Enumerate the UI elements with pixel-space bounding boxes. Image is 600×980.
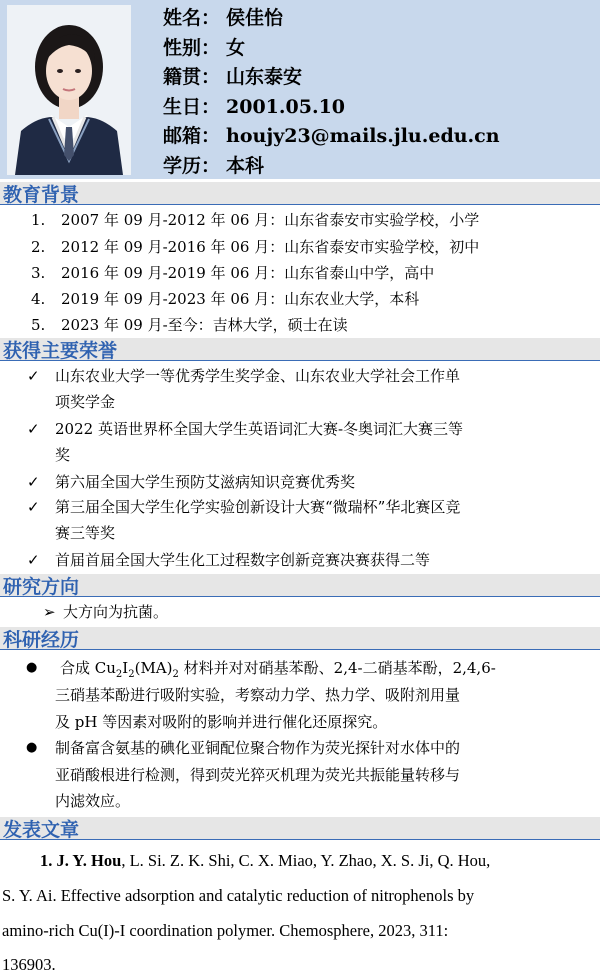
check-icon: ✓ bbox=[27, 498, 40, 516]
birthday-row bbox=[163, 93, 500, 123]
education-section-header bbox=[0, 182, 600, 205]
profile-info bbox=[163, 4, 500, 181]
arrow-bullet-icon: ➢ bbox=[43, 603, 56, 621]
research-direction-title: 研究方向 bbox=[3, 576, 80, 598]
gender-value: 女 bbox=[226, 36, 246, 59]
hometown-row bbox=[163, 63, 500, 93]
profile-photo bbox=[7, 5, 131, 175]
formula-sub: 2 bbox=[128, 669, 135, 680]
research-item-line: 内滤效应。 bbox=[55, 792, 131, 810]
birthday-value: 2001.05.10 bbox=[226, 95, 346, 118]
publication-authors: , L. Si. Z. K. Shi, C. X. Miao, Y. Zhao, X. S. Ji, Q. Hou, bbox=[121, 851, 491, 870]
name-row bbox=[163, 4, 500, 34]
formula-part: 合成 Cu bbox=[60, 659, 116, 677]
degree-row bbox=[163, 152, 500, 182]
honor-item: 2022 英语世界杯全国大学生英语词汇大赛-冬奥词汇大赛三等 bbox=[55, 420, 464, 438]
research-item-line: 亚硝酸根进行检测，得到荧光猝灭机理为荧光共振能量转移与 bbox=[55, 766, 461, 784]
publication-line: S. Y. Ai. Effective adsorption and catalytic reduction of nitrophenols by bbox=[2, 886, 475, 905]
publication-line bbox=[40, 846, 490, 876]
profile-header bbox=[0, 0, 600, 179]
honor-item: 山东农业大学一等优秀学生奖学金、山东农业大学社会工作单 bbox=[55, 367, 461, 385]
degree-value: 本科 bbox=[226, 154, 265, 177]
education-title: 教育背景 bbox=[3, 184, 80, 206]
email-row bbox=[163, 122, 500, 152]
honors-title: 获得主要荣誉 bbox=[3, 340, 118, 362]
hometown-value: 山东泰安 bbox=[226, 66, 303, 88]
publication-author-highlight: 1. J. Y. Hou bbox=[40, 851, 122, 870]
research-direction-text: 大方向为抗菌。 bbox=[63, 603, 169, 621]
formula-part: 材料并对对硝基苯酚、2,4-二硝基苯酚，2,4,6- bbox=[178, 659, 496, 677]
education-item: 2023 年 09 月-至今：吉林大学，硕士在读 bbox=[61, 316, 348, 334]
research-item-line bbox=[60, 658, 496, 685]
education-num: 2. bbox=[31, 238, 46, 256]
research-item-line: 三硝基苯酚进行吸附实验，考察动力学、热力学、吸附剂用量 bbox=[55, 686, 461, 704]
gender-label: 性别： bbox=[163, 36, 221, 59]
publications-section-header bbox=[0, 817, 600, 840]
degree-label: 学历： bbox=[163, 154, 221, 177]
formula-sub: 2 bbox=[115, 669, 123, 680]
honor-item: 第六届全国大学生预防艾滋病知识竞赛优秀奖 bbox=[55, 473, 356, 491]
honor-item: 第三届全国大学生化学实验创新设计大赛“微瑞杯”华北赛区竞 bbox=[55, 498, 461, 516]
education-num: 3. bbox=[31, 264, 46, 282]
formula-part: I bbox=[122, 659, 129, 677]
formula-part: (MA) bbox=[134, 659, 173, 677]
formula-sub: 2 bbox=[172, 669, 179, 680]
honors-section-header bbox=[0, 338, 600, 361]
bullet-dot-icon: ● bbox=[26, 740, 38, 755]
education-num: 1. bbox=[31, 211, 46, 229]
honor-item-cont: 赛三等奖 bbox=[55, 524, 116, 542]
bullet-dot-icon: ● bbox=[26, 660, 38, 675]
check-icon: ✓ bbox=[27, 420, 40, 438]
honor-item-cont: 项奖学金 bbox=[55, 393, 116, 411]
check-icon: ✓ bbox=[27, 367, 40, 385]
research-item-line: 制备富含氨基的碘化亚铜配位聚合物作为荧光探针对水体中的 bbox=[55, 739, 461, 757]
education-item: 2012 年 09 月-2016 年 06 月：山东省泰安市实验学校，初中 bbox=[61, 238, 480, 256]
hometown-label: 籍贯： bbox=[163, 66, 221, 88]
education-num: 4. bbox=[31, 290, 46, 308]
name-value: 侯佳怡 bbox=[226, 7, 284, 29]
gender-row bbox=[163, 34, 500, 64]
education-item: 2019 年 09 月-2023 年 06 月：山东农业大学，本科 bbox=[61, 290, 420, 308]
education-item: 2016 年 09 月-2019 年 06 月：山东省泰山中学，高中 bbox=[61, 264, 435, 282]
check-icon: ✓ bbox=[27, 473, 40, 491]
publication-line: amino-rich Cu(I)-I coordination polymer. Chemosphere, 2023, 311: bbox=[2, 921, 449, 940]
email-value: houjy23@mails.jlu.edu.cn bbox=[226, 125, 500, 147]
honor-item: 首届首届全国大学生化工过程数字创新竞赛决赛获得二等 bbox=[55, 551, 431, 569]
research-direction-section-header bbox=[0, 574, 600, 597]
education-num: 5. bbox=[31, 316, 46, 334]
honor-item-cont: 奖 bbox=[55, 446, 71, 464]
name-label: 姓名： bbox=[163, 7, 221, 29]
research-experience-section-header bbox=[0, 627, 600, 650]
education-item: 2007 年 09 月-2012 年 06 月：山东省泰安市实验学校，小学 bbox=[61, 211, 480, 229]
birthday-label: 生日： bbox=[163, 95, 221, 118]
check-icon: ✓ bbox=[27, 551, 40, 569]
research-item-line: 及 pH 等因素对吸附的影响并进行催化还原探究。 bbox=[55, 713, 388, 731]
publication-line: 136903. bbox=[2, 955, 56, 974]
email-label: 邮箱： bbox=[163, 125, 221, 147]
publications-title: 发表文章 bbox=[3, 819, 80, 841]
research-experience-title: 科研经历 bbox=[3, 629, 80, 651]
